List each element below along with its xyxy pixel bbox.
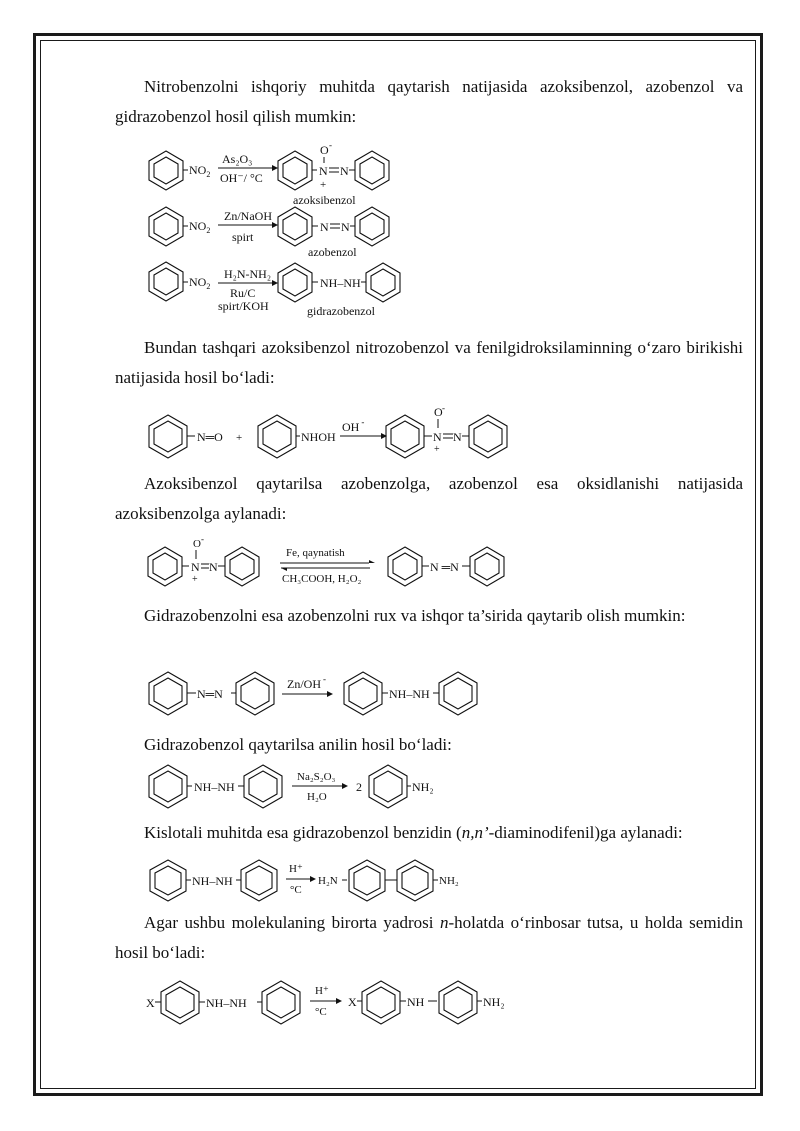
azo-n-2b: N [341, 220, 350, 234]
reagent-zn-naoh: Zn/NaOH [224, 209, 272, 223]
svg-text:-: - [442, 403, 445, 413]
reagent-ru-c: Ru/C [230, 286, 256, 300]
reagent-as2o3: As₂O₃ [222, 152, 253, 166]
azo-n-2a: N [320, 220, 329, 234]
azo-n-s3: N [209, 560, 218, 574]
svg-text:-: - [329, 140, 332, 150]
paragraph-5: Gidrazobenzol qaytarilsa anilin hosil bo‘ladi: [144, 735, 452, 754]
no2-label-3: $NO_2$ [189, 275, 211, 291]
reagent-spirt-koh: spirt/KOH [218, 299, 269, 313]
nh2-group-s5: NH₂ [412, 780, 434, 794]
paragraph-4: Gidrazobenzolni esa azobenzolni rux va ishqor ta’sirida qaytarib olish mumkin: [144, 606, 686, 625]
azo-group-s3: N ═N [430, 560, 459, 574]
h2n-group-s6: H₂N [318, 875, 338, 887]
nh2-group-s7: NH₂ [483, 995, 505, 1009]
reagent-proton-s6: H⁺ [289, 863, 303, 875]
reagent-heat-s6: °C [290, 884, 302, 896]
no2-label-1: $NO_2$ [189, 163, 211, 179]
hydrazo-group-s5: NH–NH [194, 780, 235, 794]
x-substituent-left: X [146, 996, 155, 1010]
n-italic: n [439, 913, 449, 932]
azoxy-oxygen-1: O [320, 143, 329, 157]
azoxy-oxygen-s2: O [434, 405, 443, 419]
nhoh-group: NHOH [301, 430, 336, 444]
reagent-thiosulfate: Na₂S₂O₃ [297, 771, 336, 783]
reagent-fe-heat: Fe, qaynatish [286, 547, 345, 559]
product-azobenzol: azobenzol [308, 245, 357, 259]
reagent-water: H₂O [307, 791, 327, 803]
reagent-acid-peroxide: CH₃COOH, H₂O₂ [282, 573, 362, 585]
reagent-proton-s7: H⁺ [315, 985, 329, 997]
ring-semidine-reactant-left [161, 981, 199, 1024]
hydrazo-group-s6: NH–NH [192, 874, 233, 888]
azo-n-s2: N [453, 430, 462, 444]
ring-semidine-product-left [362, 981, 400, 1024]
coefficient-2: 2 [356, 780, 362, 794]
ring-semidine-product-right [439, 981, 477, 1024]
nh2-group-s6: NH₂ [439, 875, 459, 887]
azoxy-n-s2: N [433, 430, 442, 444]
plus-sign: + [236, 432, 243, 444]
svg-text:+: + [320, 179, 327, 191]
paragraph-6: Kislotali muhitda esa gidrazobenzol benzidin (n,n’-diaminodifenil)ga aylanadi: [144, 823, 683, 842]
ring-semidine-reactant-right [262, 981, 300, 1024]
reagent-hydrazine: H₂N-NH₂ [224, 267, 272, 281]
svg-text:-: - [201, 534, 204, 544]
svg-text:+: + [192, 574, 198, 585]
product-gidrazobenzol: gidrazobenzol [307, 304, 375, 318]
hydrazo-group-s4: NH–NH [389, 687, 430, 701]
reagent-spirt-2: spirt [232, 230, 254, 244]
hydrazo-group-3: NH–NH [320, 276, 361, 290]
paragraph-2: Bundan tashqari azoksibenzol nitrozobenzol va fenilgidroksilaminning o‘zaro birikishi natijasida hosil bo‘ladi: [115, 338, 743, 387]
paragraph-1: Nitrobenzolni ishqoriy muhitda qaytarish natijasida azoksibenzol, azobenzol va gidrazobenzol hosil qilish mumkin: [115, 77, 743, 126]
hydrazo-group-s7: NH–NH [206, 996, 247, 1010]
azo-group-s4: N═N [197, 687, 223, 701]
nn-prime-italic: n,n’ [461, 823, 489, 842]
azoxy-n-s3: N [191, 560, 200, 574]
azo-n-1: N [340, 164, 349, 178]
no2-label-2: $NO_2$ [189, 219, 211, 235]
reagent-oh: OH - [342, 417, 365, 434]
product-azoksibenzol: azoksibenzol [293, 193, 356, 207]
azoxy-n-1: N [319, 164, 328, 178]
x-substituent-product: X [348, 995, 357, 1009]
nitroso-group: N═O [197, 430, 223, 444]
reagent-zn-oh: Zn/OH - [287, 674, 326, 691]
azoxy-oxygen-s3: O [193, 538, 201, 550]
reagent-oh-temp: OH⁻/ °C [220, 171, 263, 185]
reagent-heat-s7: °C [315, 1006, 327, 1018]
svg-text:+: + [434, 444, 440, 455]
paragraph-3: Azoksibenzol qaytarilsa azobenzolga, azobenzol esa oksidlanishi natijasida azoksibenzolga aylanadi: [115, 474, 743, 523]
nh-group-s7: NH [407, 995, 425, 1009]
paragraph-7: Agar ushbu molekulaning birorta yadrosi n-holatda o‘rinbosar tutsa, u holda semidin hosil bo‘ladi: [115, 913, 743, 962]
